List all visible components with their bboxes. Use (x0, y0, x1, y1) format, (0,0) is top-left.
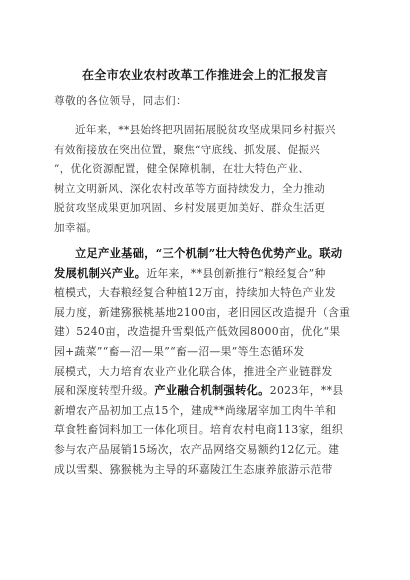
intro-line: 脱贫攻坚成果更加巩固、乡村发展更加美好、群众生活更 (54, 202, 326, 215)
intro-line: 有效衔接放在突出位置，聚焦“守底线、抓发展、促振兴 (54, 143, 321, 156)
intro-line: 近年来，**县始终把巩固拓展脱贫攻坚成果同乡村振兴 (75, 124, 336, 136)
section-line: 展力度，新建猕猴桃基地2100亩，老旧园区改造提升（含重 (54, 305, 351, 319)
section-line-mixed (54, 264, 358, 284)
salutation: 尊敬的各位领导，同志们： (54, 95, 188, 107)
intro-paragraph (54, 121, 358, 239)
section-line: 成以雪梨、猕猴桃为主导的环嘉陵江生态康养旅游示范带 (54, 462, 333, 476)
section-subheading: 发展机制兴产业。 (54, 265, 147, 280)
section-line: 园+蔬菜”“畜—沼—果”“畜—沼—果”等生态循环发 (54, 344, 305, 358)
section-line: 草食牲畜饲料加工一体化项目。培育农村电商113家，组织 (54, 423, 344, 437)
section-line: 展和深度转型升级。 (54, 384, 155, 398)
section-line: 新增农产品初加工点15个，建成**尚缘屠宰加工肉牛羊和 (54, 403, 337, 417)
section-line: 建）5240亩，改造提升雪梨低产低效园8000亩，优化“果 (54, 325, 341, 339)
intro-line: 树立文明新风、深化农村改革等方面持续发力，全力推动 (54, 182, 326, 195)
intro-line: 加幸福。 (54, 221, 98, 234)
section-line: 2023年，**县 (269, 384, 344, 398)
section-line: 展模式，大力培育农业产业化联合体，推进全产业链群发 (54, 364, 333, 378)
section-one-paragraph (54, 244, 358, 479)
section-line: 植模式，大春粮经复合种植12万亩，持续加大特色产业发 (54, 286, 336, 300)
section-subheading: 产业融合机制强转化。 (154, 383, 270, 398)
document-title: 在全市农业农村改革工作推进会上的汇报发言 (81, 68, 328, 82)
section-line: 近年来，**县创新推行“粮经复合”种 (146, 266, 326, 280)
section-heading: 立足产业基础，“三个机制”壮大特色优势产业。联动 (75, 246, 343, 260)
intro-line: ”，优化资源配置，健全保障机制，在壮大特色产业、 (54, 163, 310, 176)
section-line: 参与农产品展销15场次，农产品网络交易额约12亿元。建 (54, 442, 340, 456)
section-line-mixed (54, 381, 358, 401)
